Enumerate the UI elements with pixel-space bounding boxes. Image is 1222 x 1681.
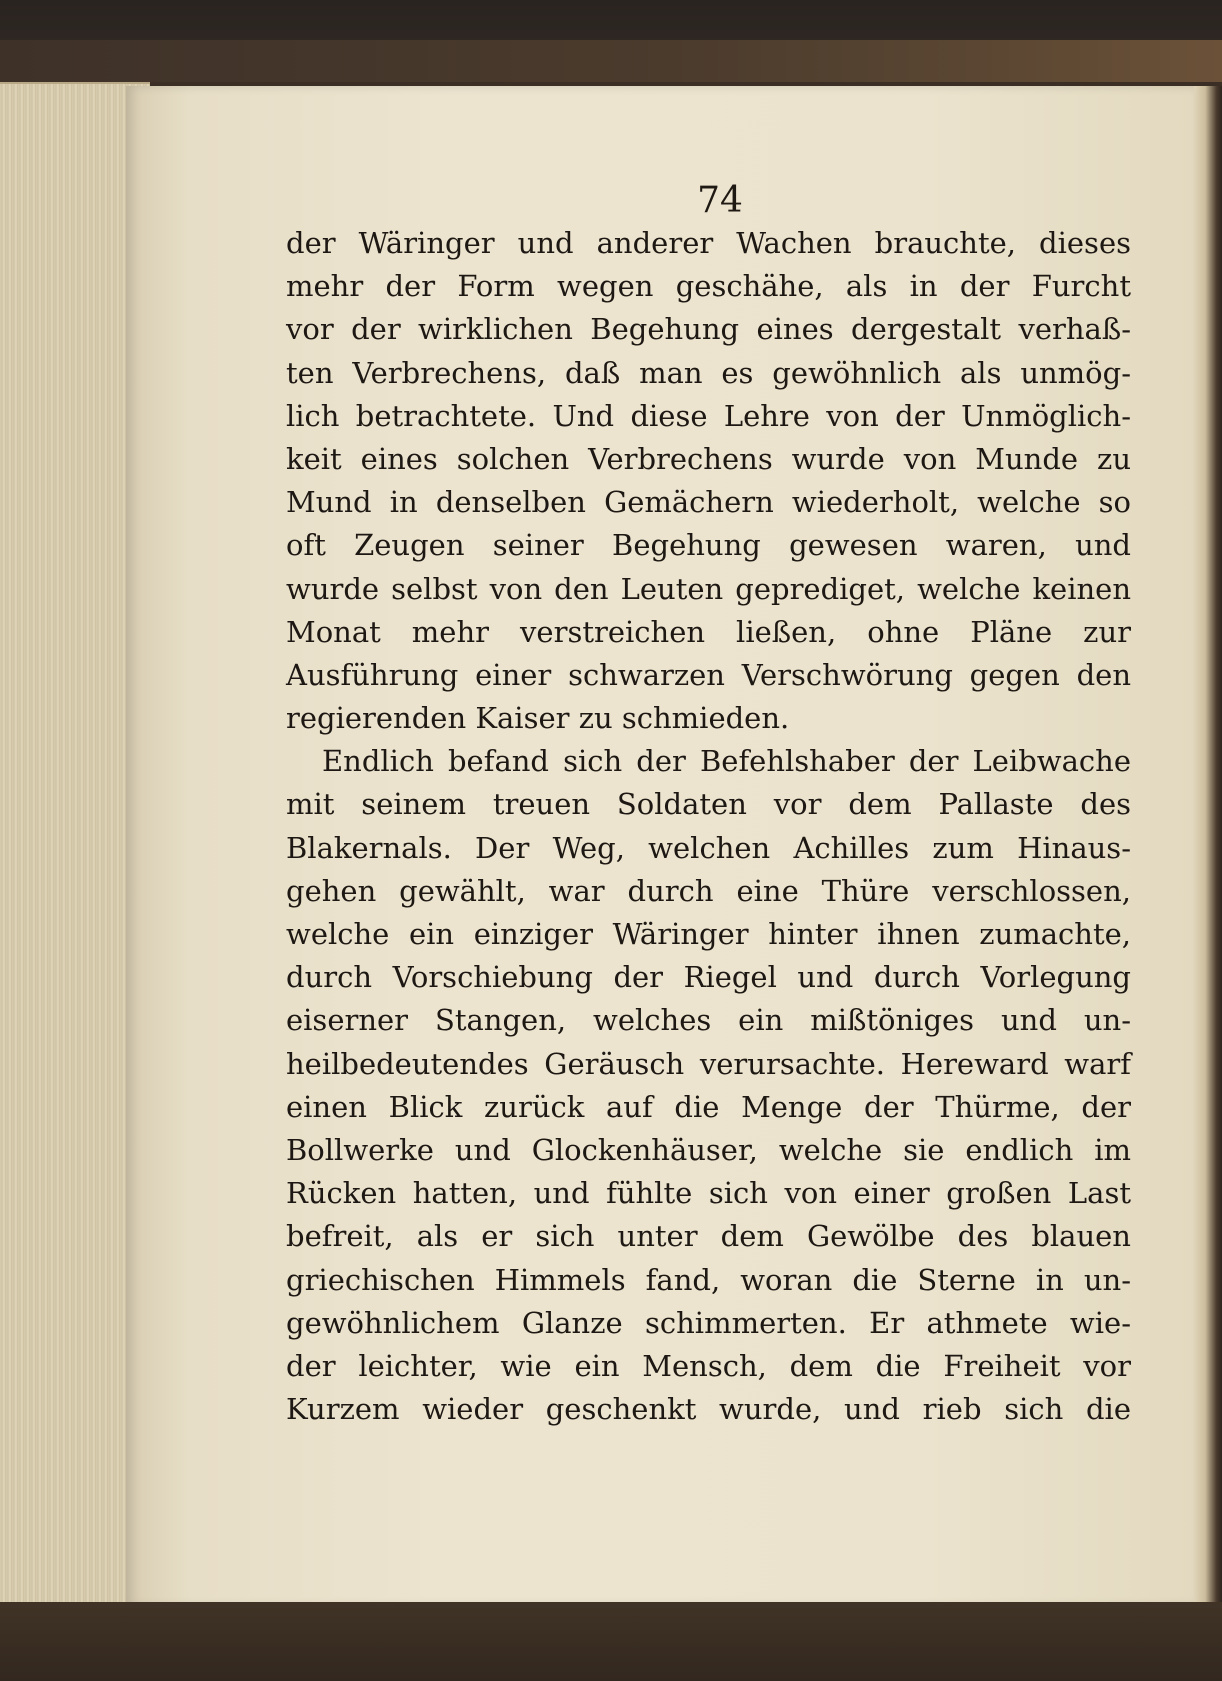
page-number: 74 (697, 180, 743, 221)
text-line: heilbedeutendes Geräusch verursachte. Hereward warf (286, 1046, 1131, 1081)
book-headband (0, 40, 1222, 82)
text-line: gehen gewählt, war durch eine Thüre verschlossen, (286, 873, 1131, 908)
text-line: Blakernals. Der Weg, welchen Achilles zum Hinaus- (286, 830, 1131, 865)
paragraph-start-line: Endlich befand sich der Befehlshaber der Leibwache (322, 744, 1131, 779)
text-line: Mund in denselben Gemächern wiederholt, welche so (286, 485, 1131, 520)
text-line: einen Blick zurück auf die Menge der Thürme, der (286, 1089, 1131, 1124)
text-line: Rücken hatten, und fühlte sich von einer großen Last (286, 1176, 1131, 1211)
text-line: der leichter, wie ein Mensch, dem die Freiheit vor (286, 1348, 1131, 1383)
text-line: ten Verbrechens, daß man es gewöhnlich als unmög- (286, 355, 1131, 390)
text-line: Kurzem wieder geschenkt wurde, und rieb sich die (286, 1392, 1131, 1427)
text-line: lich betrachtete. Und diese Lehre von der Unmöglich- (286, 398, 1131, 433)
text-line: mehr der Form wegen geschähe, als in der Furcht (286, 269, 1131, 304)
body-text (286, 222, 1131, 1431)
text-line: Ausführung einer schwarzen Verschwörung gegen den (286, 657, 1131, 692)
scan-background-bottom (0, 1602, 1222, 1681)
text-line: Bollwerke und Glockenhäuser, welche sie endlich im (286, 1132, 1131, 1167)
text-line: befreit, als er sich unter dem Gewölbe des blauen (286, 1219, 1131, 1254)
page-edge-right (1194, 86, 1222, 1606)
text-line: der Wäringer und anderer Wachen brauchte, dieses (286, 226, 1131, 260)
text-line: oft Zeugen seiner Begehung gewesen waren, und (286, 528, 1131, 563)
text-line: griechischen Himmels fand, woran die Sterne in un- (286, 1262, 1131, 1297)
text-line: regierenden Kaiser zu schmieden. (286, 701, 790, 736)
text-line: Monat mehr verstreichen ließen, ohne Pläne zur (286, 614, 1131, 649)
text-line: vor der wirklichen Begehung eines dergestalt verhaß- (286, 312, 1131, 347)
text-line: durch Vorschiebung der Riegel und durch Vorlegung (286, 960, 1131, 995)
text-line: welche ein einziger Wäringer hinter ihnen zumachte, (286, 917, 1131, 951)
text-line: wurde selbst von den Leuten geprediget, welche keinen (286, 571, 1131, 606)
text-line: mit seinem treuen Soldaten vor dem Pallaste des (286, 787, 1131, 822)
text-line: keit eines solchen Verbrechens wurde von Munde zu (286, 441, 1131, 476)
text-line: gewöhnlichem Glanze schimmerten. Er athmete wie- (286, 1305, 1131, 1340)
text-line: eiserner Stangen, welches ein mißtöniges und un- (286, 1003, 1131, 1038)
